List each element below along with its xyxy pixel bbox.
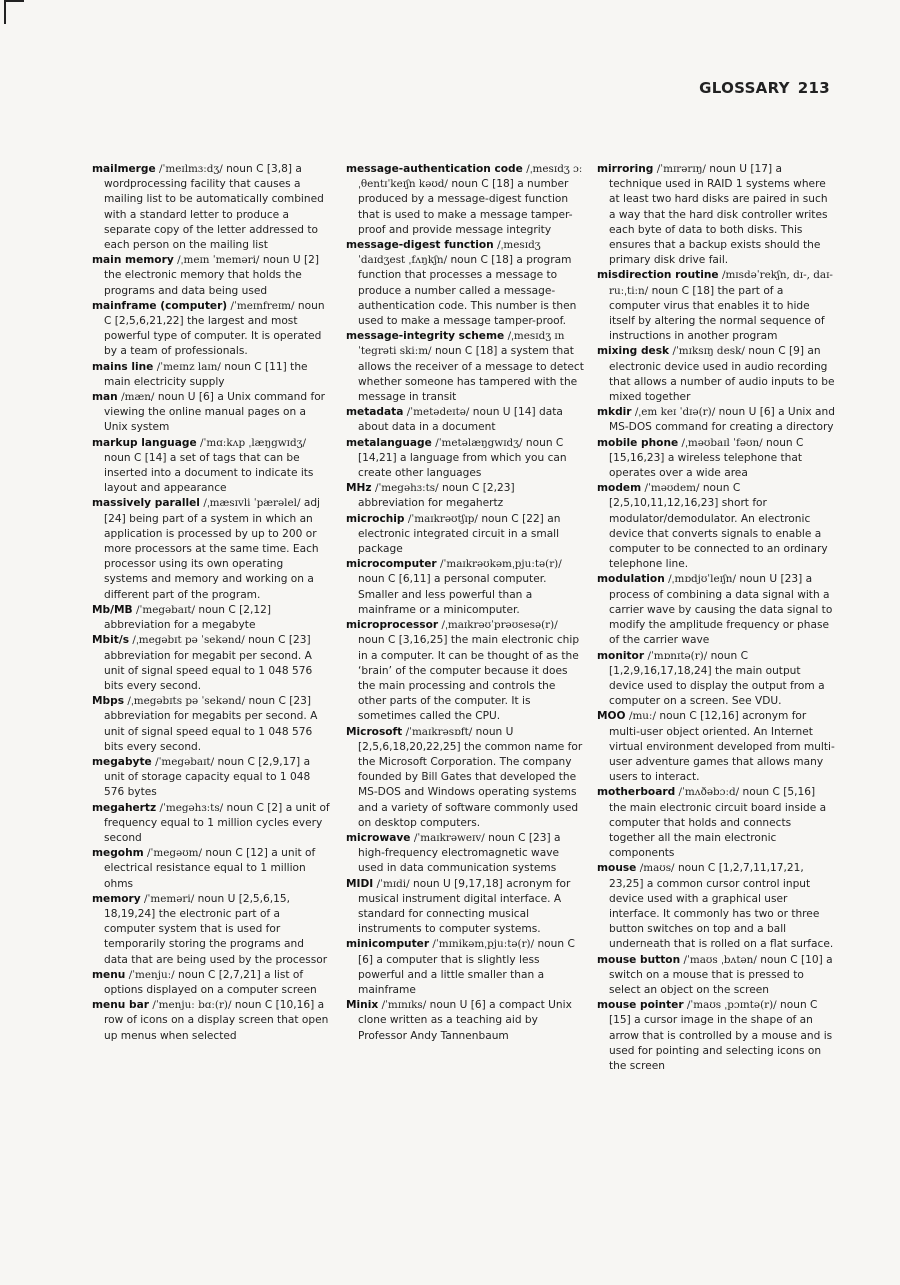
grammar-code: noun U [6] bbox=[157, 391, 214, 404]
pronunciation: /ˈmeməri/ bbox=[144, 892, 195, 905]
headword: main memory bbox=[92, 254, 174, 267]
grammar-code: noun C [5,16] bbox=[742, 786, 816, 799]
definition: the common name for the Microsoft Corporation. The company founded by Bill Gates that developed the MS-DOS and Windows operating systems and a variety of software commonly used on desktop computers. bbox=[358, 740, 583, 829]
grammar-code: noun C [2,5,10,11,12,16,23] bbox=[609, 482, 741, 510]
pronunciation: /ˈmetəlæŋgwɪdʒ/ bbox=[435, 436, 523, 449]
pronunciation: /ˈmɪksɪŋ desk/ bbox=[672, 345, 745, 358]
pronunciation: /ˌmæsɪvli ˈpærəlel/ bbox=[203, 497, 301, 510]
pronunciation: /ˌməʊbaɪl ˈfəʊn/ bbox=[681, 436, 763, 449]
definition: the electronic memory that holds the programs and data being used bbox=[104, 269, 302, 297]
glossary-entry bbox=[92, 633, 330, 694]
definition: abbreviation for a megabyte bbox=[104, 619, 256, 632]
headword: mirroring bbox=[597, 163, 654, 175]
definition: the electronic part of a computer system that is used for temporarily storing the programs and data that are being used by the processor bbox=[104, 907, 328, 966]
glossary-entry bbox=[597, 344, 835, 405]
definition: the largest and most powerful type of computer. It is operated by a team of professionals. bbox=[104, 315, 322, 358]
glossary-entry bbox=[92, 801, 330, 847]
grammar-code: noun C [18] bbox=[651, 284, 715, 297]
definition: an electronic integrated circuit in a small package bbox=[358, 512, 561, 556]
headword: megohm bbox=[92, 847, 144, 860]
glossary-entry bbox=[92, 360, 330, 390]
grammar-code: noun C [14] bbox=[104, 451, 167, 464]
definition: abbreviation for megabit per second. A unit of signal speed equal to 1 048 576 bits every second. bbox=[104, 649, 313, 692]
glossary-entry bbox=[346, 557, 584, 618]
definition: the part of a computer virus that enables it to hide itself by altering the normal sequence of instructions in another program bbox=[609, 284, 825, 343]
definition: a list of options displayed on a computer screen bbox=[104, 968, 317, 996]
headword: mainframe (computer) bbox=[92, 299, 228, 312]
definition: a Unix command for viewing the online manual pages on a Unix system bbox=[104, 391, 326, 434]
grammar-code: noun C [18] bbox=[434, 345, 498, 358]
definition: a personal computer. Smaller and less powerful than a mainframe or a minicomputer. bbox=[358, 573, 547, 616]
glossary-entry bbox=[597, 953, 835, 999]
glossary-column-3 bbox=[597, 162, 835, 1074]
headword: mkdir bbox=[597, 406, 632, 419]
pronunciation: /ˈmegəhɜːts/ bbox=[159, 801, 224, 814]
glossary-entry bbox=[346, 998, 584, 1044]
definition: a number produced by a message-digest function that is used to make a message tamper-proof and provide message integrity bbox=[358, 178, 573, 236]
pronunciation: /ˈmeɪnz laɪn/ bbox=[156, 360, 221, 373]
glossary-entry bbox=[346, 618, 584, 724]
glossary-entry bbox=[597, 709, 835, 785]
glossary-entry bbox=[346, 162, 584, 238]
glossary-entry bbox=[92, 496, 330, 602]
definition: the main electronic circuit board inside a computer that holds and connects together all the main electronic components bbox=[609, 801, 827, 860]
glossary-column-1 bbox=[92, 162, 330, 1044]
grammar-code: noun C [14,21] bbox=[358, 436, 564, 464]
pronunciation: /ˌmesɪdʒ ɔːˌθentɪˈkeɪʃn kəʊd/ bbox=[358, 163, 583, 191]
grammar-code: noun C [10] bbox=[760, 953, 823, 966]
headword: microchip bbox=[346, 512, 405, 525]
headword: microwave bbox=[346, 831, 411, 844]
glossary-entry bbox=[346, 831, 584, 877]
pronunciation: /ˈmɪrərɪŋ/ bbox=[656, 163, 706, 175]
headword: motherboard bbox=[597, 786, 676, 799]
pronunciation: /ˈmetədeɪtə/ bbox=[406, 406, 470, 419]
glossary-entry bbox=[597, 268, 835, 344]
headword: megahertz bbox=[92, 801, 157, 814]
pronunciation: /ˈmɪdi/ bbox=[376, 877, 410, 890]
grammar-code: noun C [23] bbox=[248, 695, 311, 708]
grammar-code: noun U [2] bbox=[262, 254, 319, 267]
pronunciation: /ˈmegəbaɪt/ bbox=[136, 603, 196, 616]
headword: mobile phone bbox=[597, 436, 679, 449]
definition: being part of a system in which an application is processed by up to 200 or more processors at the same time. Each processor using its own operating systems and memory and working on a different part of the program. bbox=[104, 512, 319, 601]
headword: menu bar bbox=[92, 999, 149, 1012]
running-head bbox=[699, 79, 830, 97]
pronunciation: /ˈmɒnɪtə(r)/ bbox=[647, 649, 708, 662]
grammar-code: noun C [3,16,25] bbox=[358, 634, 448, 647]
definition: a system that allows the receiver of a message to detect whether someone has tampered with the message in transit bbox=[358, 345, 584, 404]
grammar-code: noun C [15,16,23] bbox=[609, 436, 804, 464]
pronunciation: /ˈmaʊs ˌpɔɪntə(r)/ bbox=[686, 999, 777, 1012]
pronunciation: /ˈmʌðəbɔːd/ bbox=[678, 786, 740, 799]
headword: misdirection routine bbox=[597, 269, 719, 282]
glossary-entry bbox=[92, 603, 330, 633]
headword: mouse bbox=[597, 862, 637, 875]
headword: Mbit/s bbox=[92, 634, 129, 647]
pronunciation: /ˈmegəhɜːts/ bbox=[374, 482, 439, 495]
headword: microprocessor bbox=[346, 619, 439, 632]
headword: metadata bbox=[346, 406, 404, 419]
definition: a technique used in RAID 1 systems where at least two hard disks are paired in such a way that the hard disk controller writes each byte of data to both disks. This ensures that a backup exists should the primary disk drive fail. bbox=[609, 163, 828, 267]
headword: MHz bbox=[346, 482, 372, 495]
definition: a language from which you can create other languages bbox=[358, 451, 567, 480]
grammar-code: noun C [2] bbox=[226, 801, 283, 814]
pronunciation: /ˈmenjuː/ bbox=[128, 968, 175, 981]
glossary-entry bbox=[346, 481, 584, 511]
glossary-entry bbox=[346, 512, 584, 558]
glossary-entry bbox=[597, 162, 835, 268]
glossary-entry bbox=[346, 937, 584, 998]
definition: a common cursor control input device used with a graphical user interface. It commonly has two or three button switches on top and a ball underneath that is rolled on a flat surface. bbox=[609, 877, 834, 951]
grammar-code: noun C [23] bbox=[488, 831, 551, 844]
definition: a Unix and MS-DOS command for creating a directory bbox=[609, 406, 835, 434]
grammar-code: noun U [14] bbox=[472, 406, 536, 419]
definition: abbreviation for megabits per second. A unit of signal speed equal to 1 048 576 bits every second. bbox=[104, 710, 318, 753]
grammar-code: noun C [6,11] bbox=[358, 573, 431, 586]
pronunciation: /muː/ bbox=[628, 710, 656, 723]
pronunciation: /ˈmegəbaɪt/ bbox=[155, 755, 215, 768]
definition: a unit of storage capacity equal to 1 048 576 bytes bbox=[104, 755, 311, 799]
headword: Mb/MB bbox=[92, 603, 133, 616]
pronunciation: /ˌmegəbɪt pə ˈsekənd/ bbox=[132, 634, 245, 647]
glossary-entry bbox=[346, 238, 584, 329]
grammar-code: adj [24] bbox=[104, 497, 320, 525]
grammar-code: noun C [15] bbox=[609, 999, 818, 1027]
headword: message-digest function bbox=[346, 239, 494, 252]
grammar-code: noun C [12] bbox=[205, 847, 268, 860]
headword: mailmerge bbox=[92, 163, 156, 175]
headword: microcomputer bbox=[346, 558, 437, 571]
glossary-entry bbox=[597, 649, 835, 710]
glossary-entry bbox=[92, 436, 330, 497]
grammar-code: noun C [2,5,6,21,22] bbox=[104, 299, 325, 328]
headword: mains line bbox=[92, 360, 154, 373]
glossary-entry bbox=[597, 436, 835, 482]
glossary-entry bbox=[597, 861, 835, 952]
grammar-code: noun C [22] bbox=[481, 512, 544, 525]
headword: memory bbox=[92, 892, 141, 905]
headword: markup language bbox=[92, 436, 197, 449]
glossary-entry bbox=[597, 481, 835, 572]
pronunciation: /ˈmɪnɪks/ bbox=[381, 999, 427, 1012]
grammar-code: noun U [2,5,6,15, 18,19,24] bbox=[104, 892, 290, 920]
glossary-entry bbox=[597, 572, 835, 648]
pronunciation: /mæn/ bbox=[121, 391, 155, 404]
pronunciation: /ˈmaʊs ˌbʌtən/ bbox=[683, 953, 757, 966]
definition: a row of icons on a display screen that open up menus when selected bbox=[104, 999, 329, 1042]
definition: a cursor image in the shape of an arrow that is controlled by a mouse and is used for pointing and selecting icons on the screen bbox=[609, 1014, 833, 1072]
glossary-entry bbox=[92, 755, 330, 801]
definition: acronym for musical instrument digital interface. A standard for connecting musical instruments to computer systems. bbox=[358, 877, 571, 936]
glossary-entry bbox=[92, 253, 330, 299]
grammar-code: noun C [12,16] bbox=[659, 710, 739, 723]
headword: monitor bbox=[597, 649, 645, 662]
pronunciation: /ˈmɑːkʌp ˌlæŋgwɪdʒ/ bbox=[200, 436, 307, 449]
glossary-entry bbox=[597, 405, 835, 435]
glossary-entry bbox=[346, 329, 584, 405]
headword: message-authentication code bbox=[346, 163, 523, 175]
pronunciation: /ˈmeɪlmɜːdʒ/ bbox=[159, 163, 223, 175]
grammar-code: noun U [2,5,6,18,20,22,25] bbox=[358, 725, 514, 753]
headword: minicomputer bbox=[346, 938, 430, 951]
pronunciation: /ˌmesɪdʒ ˈdaɪdʒest ˌfʌŋkʃn/ bbox=[358, 239, 541, 267]
crop-mark bbox=[4, 0, 24, 24]
pronunciation: /ˈmaɪkrəweɪv/ bbox=[413, 831, 485, 844]
glossary-column-2 bbox=[346, 162, 584, 1044]
headword: Mbps bbox=[92, 695, 125, 708]
pronunciation: /ˈmegəʊm/ bbox=[147, 847, 203, 860]
headword: modem bbox=[597, 482, 642, 495]
grammar-code: noun C [6] bbox=[358, 938, 575, 966]
glossary-entry bbox=[346, 436, 584, 482]
definition: a high-frequency electromagnetic wave used in data communication systems bbox=[358, 831, 561, 875]
pronunciation: /ˈmenjuː bɑː(r)/ bbox=[152, 999, 232, 1012]
pronunciation: /ˌmesɪdʒ ɪnˈtegrəti skiːm/ bbox=[358, 330, 565, 358]
grammar-code: noun C [1,2,7,11,17,21, 23,25] bbox=[609, 862, 804, 890]
definition: a switch on a mouse that is pressed to select an object on the screen bbox=[609, 953, 833, 996]
glossary-entry bbox=[92, 162, 330, 253]
glossary-entry bbox=[346, 877, 584, 938]
definition: a compact Unix clone written as a teaching aid by Professor Andy Tannenbaum bbox=[358, 999, 572, 1042]
pronunciation: /ˈmaɪkrəsɒft/ bbox=[405, 725, 473, 738]
grammar-code: noun U [6] bbox=[429, 999, 486, 1012]
glossary-entry bbox=[92, 968, 330, 998]
definition: the main electronic chip in a computer. It can be thought of as the ‘brain’ of the computer because it does the main processing and controls the other parts of the computer. It is sometimes called the CPU. bbox=[358, 634, 580, 723]
grammar-code: noun C [2,7,21] bbox=[178, 968, 261, 981]
definition: a process of combining a data signal with a carrier wave by causing the data signal to modify the amplitude frequency or phase of the carrier wave bbox=[609, 573, 833, 647]
headword: menu bbox=[92, 968, 126, 981]
headword: message-integrity scheme bbox=[346, 330, 505, 343]
definition: a unit of electrical resistance equal to 1 million ohms bbox=[104, 847, 316, 890]
pronunciation: /maʊs/ bbox=[639, 862, 675, 875]
grammar-code: noun C [23] bbox=[248, 634, 311, 647]
glossary-entry bbox=[597, 998, 835, 1074]
grammar-code: noun C [2,23] bbox=[441, 482, 515, 495]
grammar-code: noun C [18] bbox=[450, 254, 513, 267]
glossary-entry bbox=[92, 998, 330, 1044]
glossary-entry bbox=[346, 405, 584, 435]
definition: a unit of frequency equal to 1 million cycles every second bbox=[104, 801, 330, 844]
headword: metalanguage bbox=[346, 436, 432, 449]
definition: acronym for multi-user object oriented. An Internet virtual environment developed from multi-user adventure games that allows many users to interact. bbox=[609, 710, 835, 784]
definition: a computer that is slightly less powerful and a little smaller than a mainframe bbox=[358, 953, 545, 996]
glossary-entry bbox=[92, 846, 330, 892]
definition: the main electricity supply bbox=[104, 360, 308, 388]
grammar-code: noun U [6] bbox=[718, 406, 775, 419]
headword: MIDI bbox=[346, 877, 374, 890]
grammar-code: noun U [9,17,18] bbox=[413, 877, 503, 890]
glossary-entry bbox=[92, 694, 330, 755]
glossary-entry bbox=[92, 892, 330, 968]
definition: the main output device used to display the output from a computer on a screen. See VDU. bbox=[609, 664, 825, 708]
glossary-entry bbox=[92, 390, 330, 436]
grammar-code: noun C [1,2,9,16,17,18,24] bbox=[609, 649, 748, 677]
headword: mouse pointer bbox=[597, 999, 684, 1012]
definition: data about data in a document bbox=[358, 406, 563, 434]
headword: massively parallel bbox=[92, 497, 200, 510]
pronunciation: /ˌmɒdjʊˈleɪʃn/ bbox=[668, 573, 736, 586]
pronunciation: /ˌmaɪkrəʊˈprəʊsesə(r)/ bbox=[441, 619, 558, 632]
pronunciation: /ˈmɪnikəmˌpjuːtə(r)/ bbox=[432, 938, 535, 951]
definition: a set of tags that can be inserted into a document to indicate its layout and appearance bbox=[104, 451, 314, 495]
grammar-code: noun C [11] bbox=[224, 360, 287, 373]
headword: mixing desk bbox=[597, 345, 670, 358]
definition: short for modulator/demodulator. An electronic device that converts signals to enable a computer to be connected to an ordinary telephone line. bbox=[609, 497, 828, 571]
grammar-code: noun C [2,12] bbox=[198, 603, 272, 616]
headword: Minix bbox=[346, 999, 379, 1012]
headword: mouse button bbox=[597, 953, 681, 966]
pronunciation: /ˈmeɪnfreɪm/ bbox=[230, 299, 295, 312]
pronunciation: /mɪsdəˈrekʃn, dɪ-, daɪ- ruːˌtiːn/ bbox=[609, 269, 833, 297]
definition: a wordprocessing facility that causes a mailing list to be automatically combined with a standard letter to produce a separate copy of the letter addressed to each person on the mailing list bbox=[104, 163, 324, 252]
glossary-entry bbox=[597, 785, 835, 861]
headword: MOO bbox=[597, 710, 626, 723]
grammar-code: noun C [9] bbox=[748, 345, 805, 358]
section-title: GLOSSARY bbox=[699, 79, 790, 97]
definition: an electronic device used in audio recording that allows a number of audio inputs to be mixed together bbox=[609, 345, 835, 404]
pronunciation: /ˈməʊdem/ bbox=[644, 482, 700, 495]
headword: man bbox=[92, 391, 118, 404]
page-number: 213 bbox=[797, 79, 830, 97]
glossary-entry bbox=[346, 725, 584, 831]
grammar-code: noun U [23] bbox=[739, 573, 803, 586]
definition: a program function that processes a message to produce a number called a message-authentication code. This number is then used to make a message tamper-proof. bbox=[358, 254, 577, 328]
grammar-code: noun C [3,8] bbox=[226, 163, 292, 175]
pronunciation: /ˈmaɪkrəʊkəmˌpjuːtə(r)/ bbox=[440, 558, 562, 571]
headword: modulation bbox=[597, 573, 665, 586]
grammar-code: noun C [2,9,17] bbox=[217, 755, 301, 768]
headword: megabyte bbox=[92, 755, 152, 768]
pronunciation: /ˈmaɪkrəʊtʃɪp/ bbox=[407, 512, 478, 525]
pronunciation: /ˌem keɪ ˈdɪə(r)/ bbox=[634, 406, 716, 419]
glossary-entry bbox=[92, 299, 330, 360]
definition: a wireless telephone that operates over a wide area bbox=[609, 451, 802, 480]
headword: Microsoft bbox=[346, 725, 403, 738]
grammar-code: noun C [18] bbox=[451, 178, 514, 191]
pronunciation: /ˌmeɪn ˈmeməri/ bbox=[177, 254, 260, 267]
pronunciation: /ˌmegəbɪts pə ˈsekənd/ bbox=[127, 695, 246, 708]
grammar-code: noun C [10,16] bbox=[234, 999, 315, 1012]
definition: abbreviation for megahertz bbox=[358, 497, 504, 510]
grammar-code: noun U [17] bbox=[709, 163, 773, 175]
